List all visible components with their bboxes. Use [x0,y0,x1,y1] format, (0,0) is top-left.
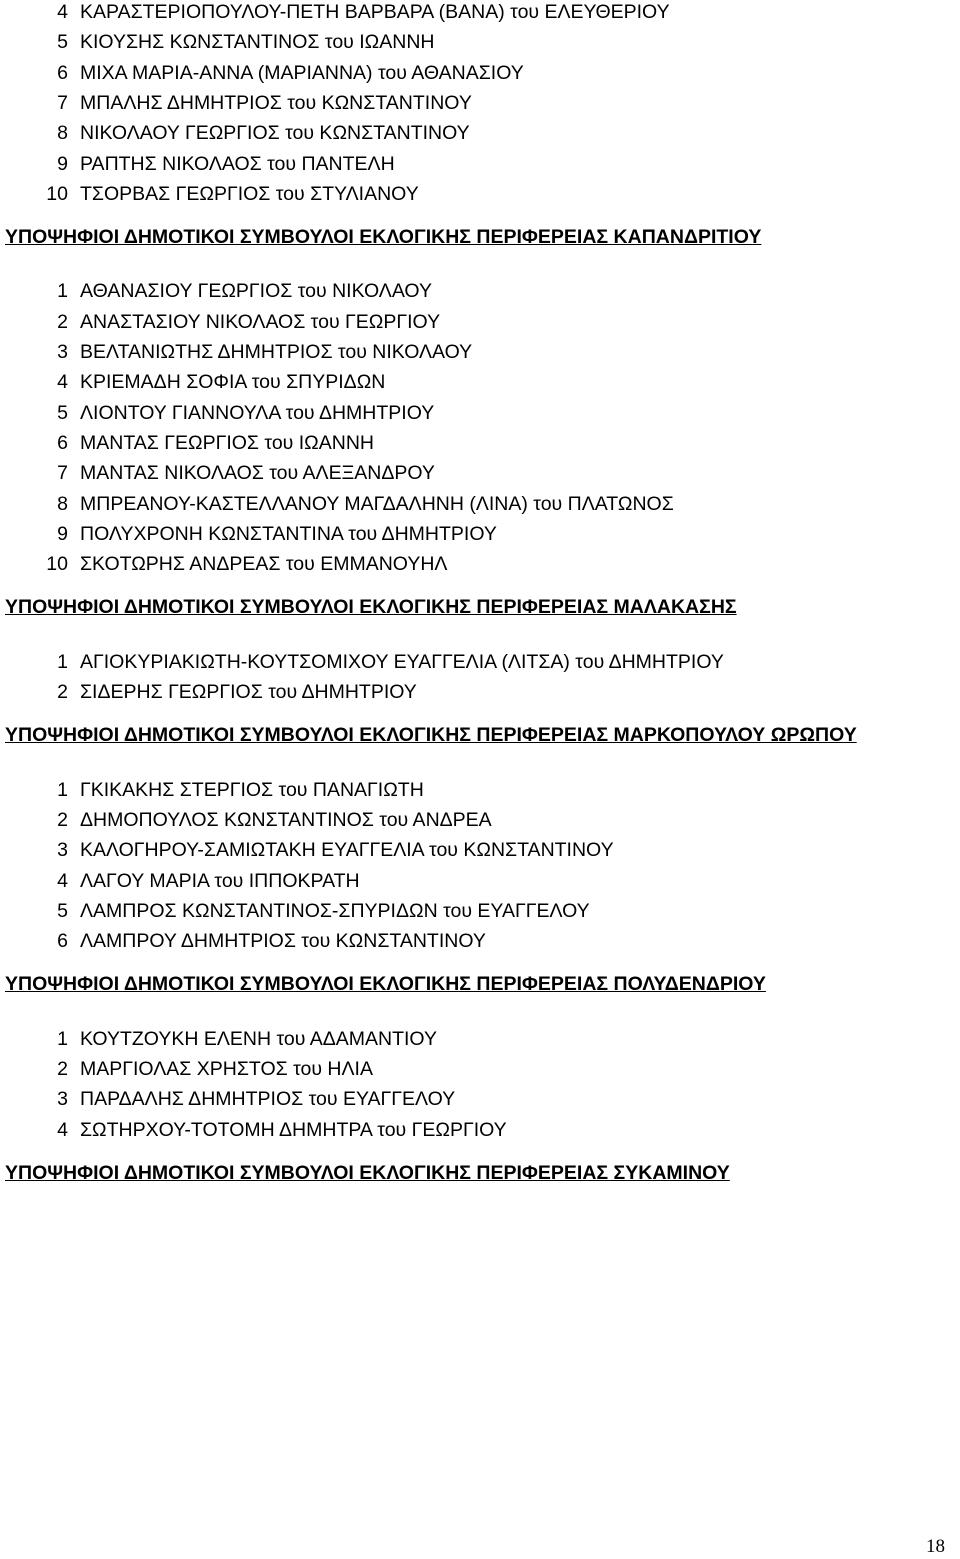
candidate-name: ΝΙΚΟΛΑΟΥ ΓΕΩΡΓΙΟΣ του ΚΩΝΣΤΑΝΤΙΝΟΥ [80,122,470,145]
item-number: 5 [57,401,68,424]
candidate-name: ΚΙΟΥΣΗΣ ΚΩΝΣΤΑΝΤΙΝΟΣ του ΙΩΑΝΝΗ [80,31,435,54]
candidate-name: ΚΑΡΑΣΤΕΡΙΟΠΟΥΛΟΥ-ΠΕΤΗ ΒΑΡΒΑΡΑ (ΒΑΝΑ) του ΕΛΕΥΘΕΡΙΟΥ [80,1,670,23]
candidate-name: ΛΑΜΠΡΟΥ ΔΗΜΗΤΡΙΟΣ του ΚΩΝΣΤΑΝΤΙΝΟΥ [80,930,486,953]
item-number: 2 [57,681,68,703]
item-number: 6 [57,431,68,454]
candidate-name: ΜΑΝΤΑΣ ΝΙΚΟΛΑΟΣ του ΑΛΕΞΑΝΔΡΟΥ [80,462,435,485]
section-heading: ΥΠΟΨΗΦΙΟΙ ΔΗΜΟΤΙΚΟΙ ΣΥΜΒΟΥΛΟΙ ΕΚΛΟΓΙΚΗΣ ΠΕΡΙΦΕΡΕΙΑΣ ΜΑΛΑΚΑΣΗΣ [5,596,737,619]
candidate-name: ΚΟΥΤΖΟΥΚΗ ΕΛΕΝΗ του ΑΔΑΜΑΝΤΙΟΥ [80,1027,437,1050]
item-number: 4 [57,869,68,892]
candidate-name: ΣΩΤΗΡΧΟΥ-ΤΟΤΟΜΗ ΔΗΜΗΤΡΑ του ΓΕΩΡΓΙΟΥ [80,1118,507,1141]
candidate-name: ΜΑΝΤΑΣ ΓΕΩΡΓΙΟΣ του ΙΩΑΝΝΗ [80,431,375,454]
candidate-name: ΣΚΟΤΩΡΗΣ ΑΝΔΡΕΑΣ του ΕΜΜΑΝΟΥΗΛ [80,553,448,576]
candidate-name: ΓΚΙΚΑΚΗΣ ΣΤΕΡΓΙΟΣ του ΠΑΝΑΓΙΩΤΗ [80,778,424,801]
candidate-name: ΜΠΑΛΗΣ ΔΗΜΗΤΡΙΟΣ του ΚΩΝΣΤΑΝΤΙΝΟΥ [80,91,472,114]
item-number: 8 [57,122,68,145]
candidate-name: ΤΣΟΡΒΑΣ ΓΕΩΡΓΙΟΣ του ΣΤΥΛΙΑΝΟΥ [80,182,419,205]
page-number: 18 [926,1536,945,1557]
item-number: 10 [46,553,68,576]
item-number: 6 [57,930,68,953]
candidate-name: ΣΙΔΕΡΗΣ ΓΕΩΡΓΙΟΣ του ΔΗΜΗΤΡΙΟΥ [80,681,417,703]
candidate-name: ΛΑΓΟΥ ΜΑΡΙΑ του ΙΠΠΟΚΡΑΤΗ [80,869,360,892]
candidate-name: ΒΕΛΤΑΝΙΩΤΗΣ ΔΗΜΗΤΡΙΟΣ του ΝΙΚΟΛΑΟΥ [80,341,473,363]
item-number: 1 [57,1027,68,1050]
item-number: 6 [57,61,68,84]
candidate-name: ΑΝΑΣΤΑΣΙΟΥ ΝΙΚΟΛΑΟΣ του ΓΕΩΡΓΙΟΥ [80,310,441,333]
item-number: 2 [57,1058,68,1080]
item-number: 2 [57,808,68,831]
candidate-name: ΛΙΟΝΤΟΥ ΓΙΑΝΝΟΥΛΑ του ΔΗΜΗΤΡΙΟΥ [80,401,435,424]
item-number: 7 [57,91,68,114]
item-number: 4 [57,1,68,23]
item-number: 4 [57,371,68,394]
item-number: 3 [57,1088,68,1111]
candidate-name: ΛΑΜΠΡΟΣ ΚΩΝΣΤΑΝΤΙΝΟΣ-ΣΠΥΡΙΔΩΝ του ΕΥΑΓΓΕΛΟΥ [80,899,590,922]
item-number: 7 [57,462,68,485]
candidate-name: ΚΑΛΟΓΗΡΟΥ-ΣΑΜΙΩΤΑΚΗ ΕΥΑΓΓΕΛΙΑ του ΚΩΝΣΤΑΝΤΙΝΟΥ [80,839,614,862]
section-heading: ΥΠΟΨΗΦΙΟΙ ΔΗΜΟΤΙΚΟΙ ΣΥΜΒΟΥΛΟΙ ΕΚΛΟΓΙΚΗΣ ΠΕΡΙΦΕΡΕΙΑΣ ΜΑΡΚΟΠΟΥΛΟΥ ΩΡΩΠΟΥ [5,724,857,747]
item-number: 8 [57,492,68,515]
item-number: 10 [46,182,68,205]
candidate-name: ΠΑΡΔΑΛΗΣ ΔΗΜΗΤΡΙΟΣ του ΕΥΑΓΓΕΛΟΥ [80,1088,456,1111]
item-number: 9 [57,152,68,175]
item-number: 1 [57,650,68,673]
item-number: 3 [57,341,68,363]
item-number: 1 [57,280,68,303]
candidate-name: ΑΘΑΝΑΣΙΟΥ ΓΕΩΡΓΙΟΣ του ΝΙΚΟΛΑΟΥ [80,280,432,303]
candidate-name: ΡΑΠΤΗΣ ΝΙΚΟΛΑΟΣ του ΠΑΝΤΕΛΗ [80,152,395,175]
item-number: 1 [57,778,68,801]
section-heading: ΥΠΟΨΗΦΙΟΙ ΔΗΜΟΤΙΚΟΙ ΣΥΜΒΟΥΛΟΙ ΕΚΛΟΓΙΚΗΣ ΠΕΡΙΦΕΡΕΙΑΣ ΣΥΚΑΜΙΝΟΥ [5,1161,730,1184]
candidate-name: ΠΟΛΥΧΡΟΝΗ ΚΩΝΣΤΑΝΤΙΝΑ του ΔΗΜΗΤΡΙΟΥ [80,522,497,545]
candidate-name: ΜΑΡΓΙΟΛΑΣ ΧΡΗΣΤΟΣ του ΗΛΙΑ [80,1058,373,1080]
section-heading: ΥΠΟΨΗΦΙΟΙ ΔΗΜΟΤΙΚΟΙ ΣΥΜΒΟΥΛΟΙ ΕΚΛΟΓΙΚΗΣ ΠΕΡΙΦΕΡΕΙΑΣ ΠΟΛΥΔΕΝΔΡΙΟΥ [5,973,766,996]
item-number: 5 [57,899,68,922]
item-number: 2 [57,310,68,333]
candidate-name: ΜΙΧΑ ΜΑΡΙΑ-ΑΝΝΑ (ΜΑΡΙΑΝΝΑ) του ΑΘΑΝΑΣΙΟΥ [80,61,524,84]
item-number: 4 [57,1118,68,1141]
candidate-name: ΜΠΡΕΑΝΟΥ-ΚΑΣΤΕΛΛΑΝΟΥ ΜΑΓΔΑΛΗΝΗ (ΛΙΝΑ) του ΠΛΑΤΩΝΟΣ [80,492,674,515]
item-number: 5 [57,31,68,54]
section-heading: ΥΠΟΨΗΦΙΟΙ ΔΗΜΟΤΙΚΟΙ ΣΥΜΒΟΥΛΟΙ ΕΚΛΟΓΙΚΗΣ ΠΕΡΙΦΕΡΕΙΑΣ ΚΑΠΑΝΔΡΙΤΙΟΥ [5,226,762,249]
candidate-name: ΑΓΙΟΚΥΡΙΑΚΙΩΤΗ-ΚΟΥΤΣΟΜΙΧΟΥ ΕΥΑΓΓΕΛΙΑ (ΛΙΤΣΑ) του ΔΗΜΗΤΡΙΟΥ [80,650,724,673]
candidate-name: ΚΡΙΕΜΑΔΗ ΣΟΦΙΑ του ΣΠΥΡΙΔΩΝ [80,371,386,394]
item-number: 3 [57,839,68,862]
item-number: 9 [57,522,68,545]
candidate-name: ΔΗΜΟΠΟΥΛΟΣ ΚΩΝΣΤΑΝΤΙΝΟΣ του ΑΝΔΡΕΑ [80,808,492,831]
